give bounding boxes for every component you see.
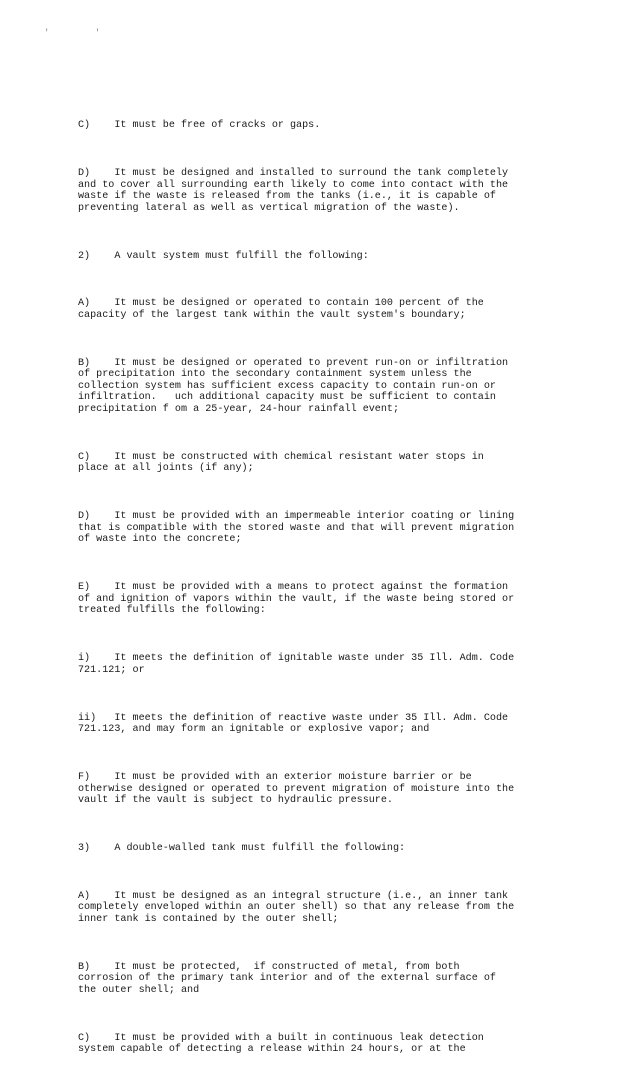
paragraph-b-corrosion-protection: B) It must be protected, if constructed of metal, from both corrosion of the primary tank interior and of the external surface of the outer shell; and bbox=[78, 961, 496, 996]
paragraph-a-integral-structure: A) It must be designed as an integral structure (i.e., an inner tank completely enveloped within an outer shell) so that any release from the inner tank is contained by the outer shell; bbox=[78, 890, 515, 925]
paragraph-3-double-walled-tank: 3) A double-walled tank must fulfill the following: bbox=[78, 842, 406, 854]
paragraph-f-moisture-barrier: F) It must be provided with an exterior moisture barrier or be otherwise designed or operated to prevent migration of moisture into the vault if the vault is subject to hydraulic pressure. bbox=[78, 771, 515, 807]
paragraph-c-free-of-cracks: C) It must be free of cracks or gaps. bbox=[78, 120, 321, 132]
paragraph-a-contain-capacity: A) It must be designed or operated to contain 100 percent of the capacity of the largest tank within the vault system's boundary; bbox=[78, 298, 484, 321]
paragraph-c-water-stops: C) It must be constructed with chemical resistant water stops in place at all joints (if any); bbox=[78, 451, 484, 475]
paragraph-i-ignitable-waste: i) It meets the definition of ignitable waste under 35 Ill. Adm. Code 721.121; or bbox=[78, 653, 515, 676]
paragraph-d-surround-tank: D) It must be designed and installed to surround the tank completely and to cover all surrounding earth likely to come into contact with the waste if the waste is released from the tanks (i.e., it is capable of preventing lateral as well as vertical migration of the waste). bbox=[78, 167, 509, 214]
paragraph-2-vault-system: 2) A vault system must fulfill the following: bbox=[78, 250, 369, 262]
paragraph-d-interior-coating: D) It must be provided with an impermeable interior coating or lining that is compatible with the stored waste and that will prevent migration of waste into the concrete; bbox=[78, 511, 515, 546]
paragraph-e-vapor-protection: E) It must be provided with a means to protect against the formation of and ignition of vapors within the vault, if the waste being stored or treated fulfills the following: bbox=[78, 582, 515, 617]
paragraph-b-prevent-run-on: B) It must be designed or operated to prevent run-on or infiltration of precipitation into the secondary containment system unless the collection system has sufficient excess capacity to contain run-on or infiltration. uch additional capacity must be sufficient to contain precipitation f om a 25-year, 24-hour rainfall event; bbox=[78, 357, 509, 416]
paragraph-c-leak-detection: C) It must be provided with a built in continuous leak detection system capable of detecting a release within 24 hours, or at the bbox=[78, 1032, 484, 1056]
paragraph-ii-reactive-waste: ii) It meets the definition of reactive waste under 35 Ill. Adm. Code 721.123, and may form an ignitable or explosive vapor; and bbox=[78, 712, 509, 736]
corner-mark: ' ' bbox=[44, 28, 121, 38]
document-body bbox=[78, 97, 548, 1092]
